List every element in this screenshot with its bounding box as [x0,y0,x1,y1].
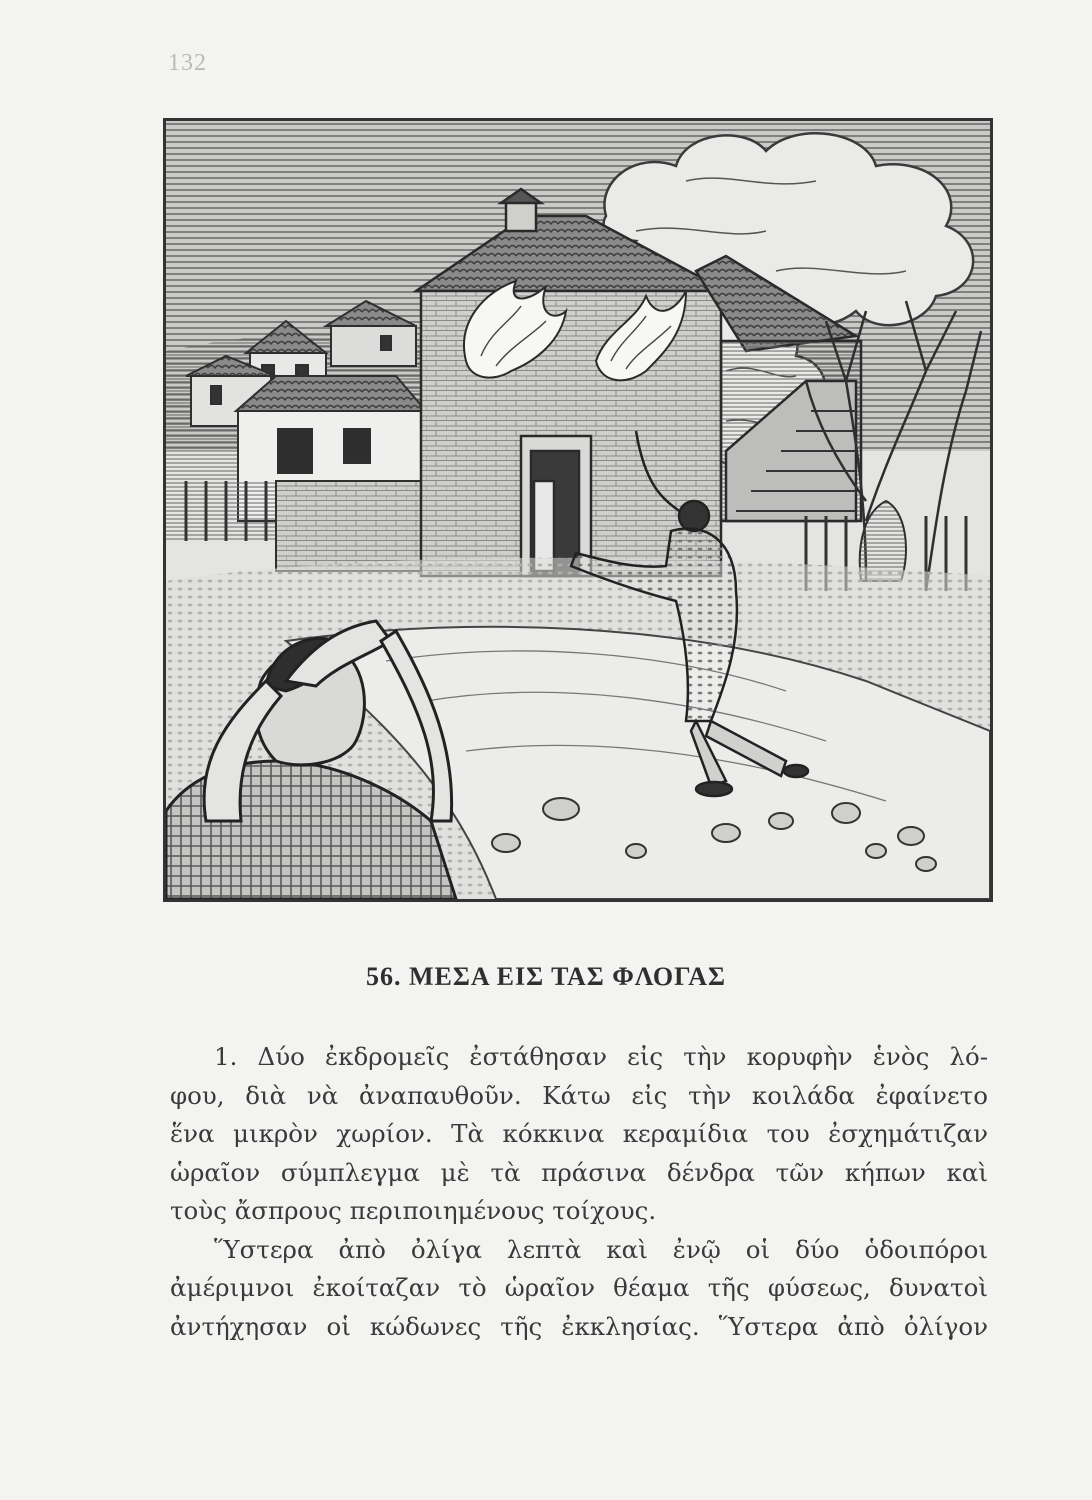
woodcut-burning-house-illustration [163,118,993,902]
text-line: φου, διὰ νὰ ἀναπαυθοῦν. Κάτω εἰς τὴν κοιλάδα ἐφαίνετο [170,1080,988,1110]
text-line: ἀμέριμνοι ἐκοίταζαν τὸ ὡραῖον θέαμα τῆς φύσεως, δυνατοὶ [170,1273,988,1302]
page-number: 132 [168,50,207,76]
paragraph-2 [170,1231,988,1347]
text-line: ἕνα μικρὸν χωρίον. Τὰ κόκκινα κεραμίδια του ἐσχημάτιζαν [170,1119,988,1148]
text-line: τοὺς ἄσπρους περιποιημένους τοίχους. [170,1196,657,1225]
text-line: ἀντήχησαν οἱ κώδωνες τῆς ἐκκλησίας. Ὕστερα ἀπὸ ὀλίγον [170,1311,988,1341]
text-line: Ὕστερα ἀπὸ ὀλίγα λεπτὰ καὶ ἐνῷ οἱ δύο ὁδοιπόροι [214,1234,988,1264]
text-line: 1. Δύο ἐκδρομεῖς ἐστάθησαν εἰς τὴν κορυφὴν ἑνὸς λό- [214,1042,988,1071]
paragraph-1 [170,1038,988,1231]
page-title: 56. ΜΕΣΑ ΕΙΣ ΤΑΣ ΦΛΟΓΑΣ [365,962,727,991]
article-body [170,1038,988,1346]
text-line: ὡραῖον σύμπλεγμα μὲ τὰ πράσινα δένδρα τῶν κήπων καὶ [170,1157,988,1187]
illustration-artwork [166,121,990,899]
